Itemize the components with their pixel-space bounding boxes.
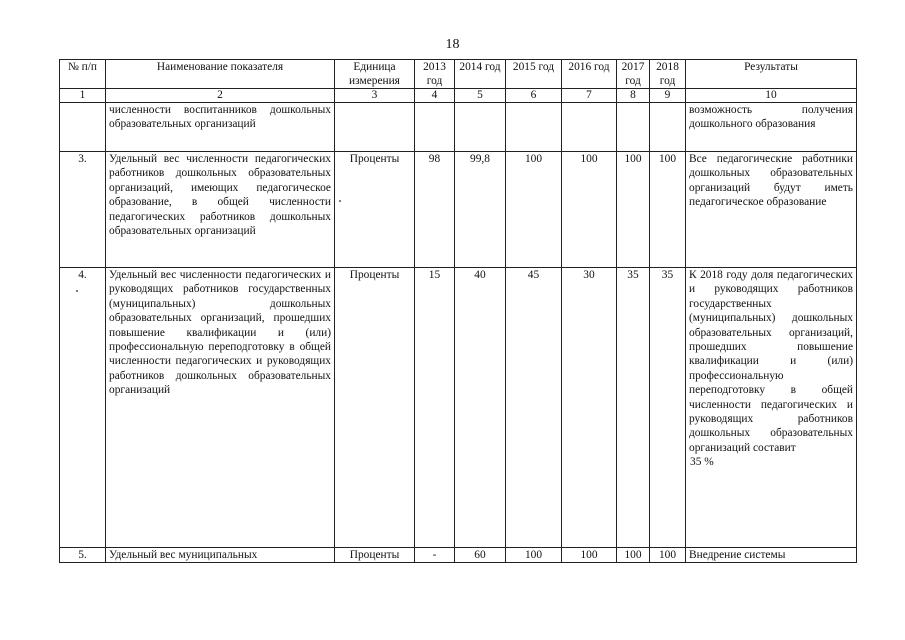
result-cell: Все педагогические работники дошкольных образовательных организаций будут иметь педагогическое образование [686, 152, 857, 268]
header-2015: 2015 год [506, 60, 562, 89]
value-2014: 60 [455, 548, 506, 563]
header-name: Наименование показателя [106, 60, 335, 89]
table-row [60, 152, 857, 268]
indicator-name: Удельный вес численности педагогических работников дошкольных образовательных организаций, имеющих педагогическое образование, в общей численности педагогических работников дошкольных образовательных организаций [106, 152, 335, 268]
column-number: 4 [415, 89, 455, 103]
indicator-name: численности воспитанников дошкольных образовательных организаций [106, 103, 335, 152]
header-num: № п/п [60, 60, 106, 89]
column-number: 5 [455, 89, 506, 103]
table-row [60, 548, 857, 563]
header-results: Результаты [686, 60, 857, 89]
table-row [60, 268, 857, 548]
column-number-row [60, 89, 857, 103]
row-num: 5. [60, 548, 106, 563]
value-2018: 100 [650, 152, 686, 268]
value-2018: 100 [650, 548, 686, 563]
value-2014 [455, 103, 506, 152]
result-value: 35 % [690, 456, 714, 469]
unit-cell [335, 103, 415, 152]
row-num: 3. [60, 152, 106, 268]
value-2013: 15 [415, 268, 455, 548]
column-number: 7 [562, 89, 617, 103]
value-2013: - [415, 548, 455, 563]
column-number: 1 [60, 89, 106, 103]
column-number: 10 [686, 89, 857, 103]
value-2018: 35 [650, 268, 686, 548]
result-cell: возможность получения дошкольного образования [686, 103, 857, 152]
value-2017: 100 [617, 152, 650, 268]
value-2016: 30 [562, 268, 617, 548]
column-number: 3 [335, 89, 415, 103]
page-number: 18 [445, 37, 460, 52]
indicator-name: Удельный вес муниципальных [106, 548, 335, 563]
table-row [60, 103, 857, 152]
row-num: 4. [60, 268, 106, 548]
header-2017: 2017 год [617, 60, 650, 89]
value-2018 [650, 103, 686, 152]
value-2016: 100 [562, 548, 617, 563]
value-2013 [415, 103, 455, 152]
header-row [60, 60, 857, 89]
scan-speck [76, 290, 78, 292]
column-number: 2 [106, 89, 335, 103]
scan-speck [339, 200, 341, 202]
result-text: К 2018 году доля педагогических и руководящих работников государственных (муниципальных) дошкольных образовательных организаций, прошедших повышение квалификации и (или) профессиональную переподготовку в общей численности педагогических и руководящих работников дошкольных образовательных организаций составит [689, 269, 853, 454]
header-2013: 2013 год [415, 60, 455, 89]
row-num [60, 103, 106, 152]
value-2014: 40 [455, 268, 506, 548]
value-2015: 100 [506, 152, 562, 268]
value-2015: 45 [506, 268, 562, 548]
unit-cell: Проценты [335, 152, 415, 268]
result-cell [686, 268, 857, 548]
value-2016 [562, 103, 617, 152]
indicator-name: Удельный вес численности педагогических и руководящих работников государственных (муниципальных) дошкольных образовательных организаций, прошедших повышение квалификации и (или) профессиональную переподготовку в общей численности педагогических и руководящих работников дошкольных образовательных организаций [106, 268, 335, 548]
value-2016: 100 [562, 152, 617, 268]
indicators-table [59, 59, 857, 563]
unit-cell: Проценты [335, 548, 415, 563]
value-2017 [617, 103, 650, 152]
column-number: 8 [617, 89, 650, 103]
header-2018: 2018 год [650, 60, 686, 89]
value-2017: 100 [617, 548, 650, 563]
column-number: 6 [506, 89, 562, 103]
header-unit: Единица измерения [335, 60, 415, 89]
value-2017: 35 [617, 268, 650, 548]
value-2015: 100 [506, 548, 562, 563]
header-2014: 2014 год [455, 60, 506, 89]
header-2016: 2016 год [562, 60, 617, 89]
column-number: 9 [650, 89, 686, 103]
result-cell: Внедрение системы [686, 548, 857, 563]
value-2013: 98 [415, 152, 455, 268]
value-2014: 99,8 [455, 152, 506, 268]
value-2015 [506, 103, 562, 152]
unit-cell: Проценты [335, 268, 415, 548]
